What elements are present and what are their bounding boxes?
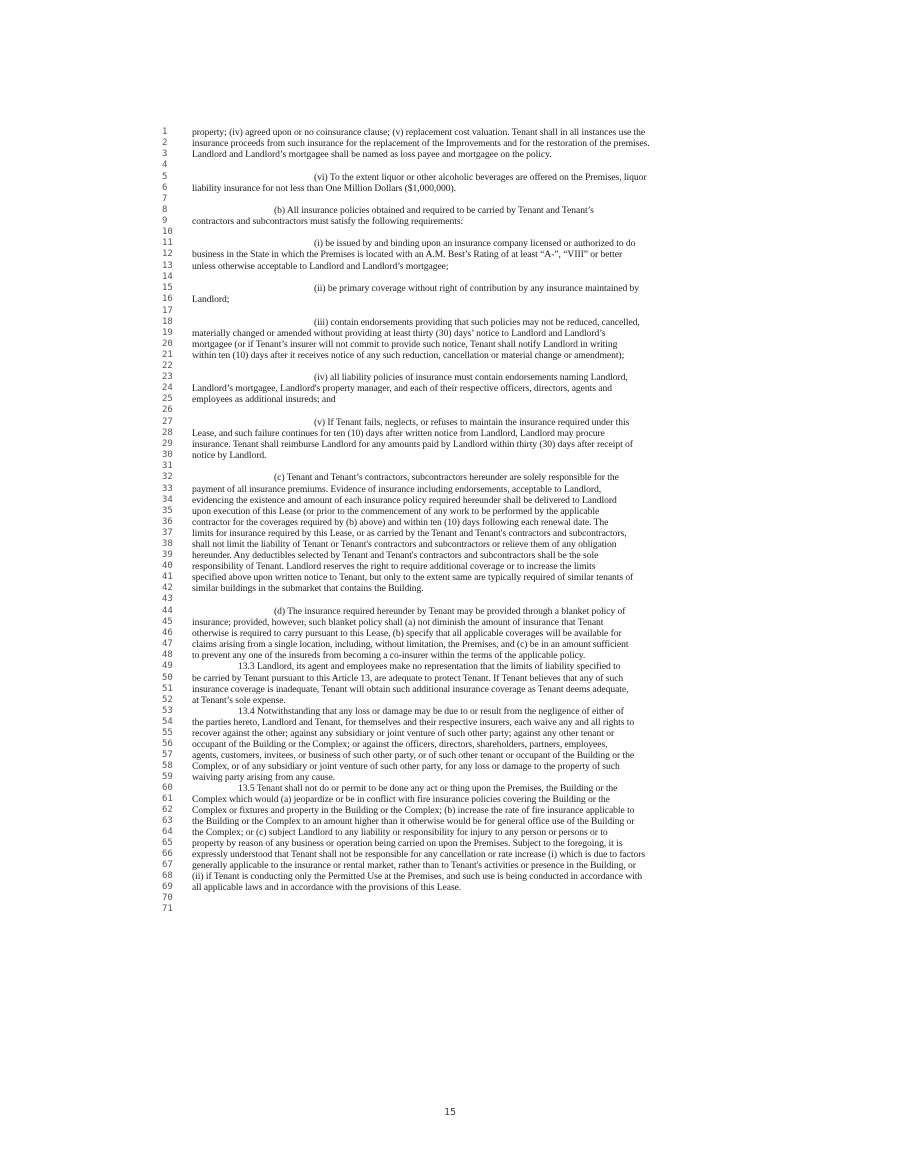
text-line: be carried by Tenant pursuant to this Article 13, are adequate to protect Tenant. If Tenant believes that any of such (192, 673, 624, 684)
text-line: insurance proceeds from such insurance for the replacement of the Improvements and for the restoration of the premises. (192, 138, 650, 149)
line-number: 15 (162, 283, 173, 293)
text-line: (ii) if Tenant is conducting only the Permitted Use at the Premises, and such use is being conducted in accordance with (192, 871, 643, 882)
line-number: 2 (162, 138, 168, 148)
text-line: liability insurance for not less than One Million Dollars ($1,000,000). (192, 183, 456, 194)
line-number: 10 (162, 227, 173, 237)
page-number: 15 (443, 1107, 457, 1118)
line-number: 14 (162, 272, 173, 282)
text-line: generally applicable to the insurance or rental market, rather than to Tenant's activities or presence in the Building, or (192, 860, 636, 871)
text-line: unless otherwise acceptable to Landlord and Landlord’s mortgagee; (192, 261, 449, 272)
line-number: 52 (162, 695, 173, 705)
text-line: (vi) To the extent liquor or other alcoholic beverages are offered on the Premises, liquor (314, 172, 647, 183)
line-number: 59 (162, 772, 173, 782)
text-line: (iii) contain endorsements providing that such policies may not be reduced, cancelled, (314, 317, 640, 328)
line-number: 21 (162, 350, 173, 360)
text-line: insurance coverage is inadequate, Tenant will obtain such additional insurance coverage as Tenant deems adequate, (192, 684, 629, 695)
line-number: 58 (162, 761, 173, 771)
line-number: 53 (162, 706, 173, 716)
line-number: 24 (162, 383, 173, 393)
line-number: 45 (162, 617, 173, 627)
line-number: 31 (162, 461, 173, 471)
text-line: claims arising from a single location, including, without limitation, the Premises, and (c) be in an amount sufficient (192, 639, 629, 650)
line-number: 54 (162, 717, 173, 727)
text-line: (ii) be primary coverage without right of contribution by any insurance maintained by (314, 283, 640, 294)
text-line: specified above upon written notice to Tenant, but only to the extent same are typically required of similar tenants of (192, 572, 634, 583)
text-line: property; (iv) agreed upon or no coinsurance clause; (v) replacement cost valuation. Tenant shall in all instances use the (192, 127, 646, 138)
text-line: (i) be issued by and binding upon an insurance company licensed or authorized to do (314, 238, 636, 249)
text-line: recover against the other; against any subsidiary or joint venture of such other party; against any other tenant or (192, 728, 615, 739)
line-number: 25 (162, 394, 173, 404)
line-number: 26 (162, 405, 173, 415)
text-line: within ten (10) days after it receives notice of any such reduction, cancellation or material change or amendment); (192, 350, 625, 361)
line-number: 36 (162, 517, 173, 527)
text-line: the Complex; or (c) subject Landlord to any liability or responsibility for injury to any person or persons or to (192, 827, 608, 838)
text-line: evidencing the existence and amount of each insurance policy required hereunder shall be delivered to Landlord (192, 495, 617, 506)
line-number: 69 (162, 882, 173, 892)
text-line: otherwise is required to carry pursuant to this Lease, (b) specify that all applicable coverages will be available for (192, 628, 622, 639)
line-number: 20 (162, 339, 173, 349)
text-line: payment of all insurance premiums. Evidence of insurance including endorsements, acceptable to Landlord, (192, 484, 602, 495)
line-number: 42 (162, 583, 173, 593)
line-number: 16 (162, 294, 173, 304)
line-number: 51 (162, 684, 173, 694)
text-line: (b) All insurance policies obtained and required to be carried by Tenant and Tenant’s (274, 205, 594, 216)
line-number: 71 (162, 904, 173, 914)
line-number: 4 (162, 160, 168, 170)
line-number: 8 (162, 205, 168, 215)
text-line: (iv) all liability policies of insurance must contain endorsements naming Landlord, (314, 372, 628, 383)
line-number: 29 (162, 439, 173, 449)
text-line: the parties hereto, Landlord and Tenant, for themselves and their respective insurers, each waive any and all rights to (192, 717, 635, 728)
line-number: 55 (162, 728, 173, 738)
line-number: 48 (162, 650, 173, 660)
text-line: 13.3 Landlord, its agent and employees make no representation that the limits of liability specified to (238, 661, 621, 672)
text-line: upon execution of this Lease (or prior to the commencement of any work to be performed by the applicable (192, 506, 600, 517)
text-line: (v) If Tenant fails, neglects, or refuses to maintain the insurance required under this (314, 417, 630, 428)
line-number: 67 (162, 860, 173, 870)
line-number: 65 (162, 838, 173, 848)
text-line: insurance. Tenant shall reimburse Landlord for any amounts paid by Landlord within thirty (30) days after receipt of (192, 439, 633, 450)
line-number: 61 (162, 794, 173, 804)
text-line: Lease, and such failure continues for ten (10) days after written notice from Landlord, Landlord may procure (192, 428, 605, 439)
text-line: Landlord and Landlord’s mortgagee shall be named as loss payee and mortgagee on the policy. (192, 149, 552, 160)
text-line: 13.5 Tenant shall not do or permit to be done any act or thing upon the Premises, the Building or the (238, 783, 618, 794)
text-line: Complex, or of any subsidiary or joint venture of such other party, for any loss or damage to the property of such (192, 761, 620, 772)
line-number: 38 (162, 539, 173, 549)
line-number: 49 (162, 661, 173, 671)
line-number: 11 (162, 238, 173, 248)
text-line: hereunder. Any deductibles selected by Tenant and Tenant's contractors and subcontractors shall be the sole (192, 550, 599, 561)
line-number: 17 (162, 306, 173, 316)
line-number: 66 (162, 849, 173, 859)
line-number: 22 (162, 361, 173, 371)
line-number: 9 (162, 216, 168, 226)
line-number: 63 (162, 816, 173, 826)
line-number: 28 (162, 428, 173, 438)
line-number: 34 (162, 495, 173, 505)
line-number: 12 (162, 249, 173, 259)
line-number: 60 (162, 783, 173, 793)
line-number: 46 (162, 628, 173, 638)
text-line: Landlord’s mortgagee, Landlord's property manager, and each of their respective officers, directors, agents and (192, 383, 612, 394)
line-number: 43 (162, 594, 173, 604)
text-line: limits for insurance required by this Lease, or as carried by the Tenant and Tenant's contractors and subcontractors, (192, 528, 627, 539)
line-number: 41 (162, 572, 173, 582)
text-line: (c) Tenant and Tenant’s contractors, subcontractors hereunder are solely responsible for the (274, 472, 619, 483)
line-number: 39 (162, 550, 173, 560)
text-line: responsibility of Tenant. Landlord reserves the right to require additional coverage or to increase the limits (192, 561, 596, 572)
text-line: Complex which would (a) jeopardize or be in conflict with fire insurance policies covering the Building or the (192, 794, 610, 805)
line-number: 1 (162, 127, 168, 137)
text-line: business in the State in which the Premises is located with an A.M. Best’s Rating of at least “A-”, “VIII” or better (192, 249, 623, 260)
line-number: 50 (162, 673, 173, 683)
text-line: at Tenant’s sole expense. (192, 695, 286, 706)
line-number: 27 (162, 417, 173, 427)
text-line: Landlord; (192, 294, 230, 305)
text-line: materially changed or amended without providing at least thirty (30) days’ notice to Landlord and Landlord’s (192, 328, 606, 339)
text-line: (d) The insurance required hereunder by Tenant may be provided through a blanket policy of (274, 606, 626, 617)
text-line: contractor for the coverages required by (b) above) and within ten (10) days following each renewal date. The (192, 517, 609, 528)
text-line: mortgagee (or if Tenant’s insurer will not commit to provide such notice, Tenant shall notify Landlord in writing (192, 339, 618, 350)
text-line: expressly understood that Tenant shall not be responsible for any cancellation or rate increase (i) which is due to factors (192, 849, 646, 860)
text-line: notice by Landlord. (192, 450, 267, 461)
text-line: property by reason of any business or operation being carried on upon the Premises. Subject to the foregoing, it is (192, 838, 623, 849)
line-number: 70 (162, 893, 173, 903)
line-number: 7 (162, 194, 168, 204)
line-number: 13 (162, 261, 173, 271)
line-number: 6 (162, 183, 168, 193)
text-line: contractors and subcontractors must satisfy the following requirements: (192, 216, 464, 227)
text-line: Complex or fixtures and property in the Building or the Complex; (b) increase the rate of fire insurance applicable to (192, 805, 635, 816)
text-line: agents, customers, invitees, or business of such other party, or of such other tenant or occupant of the Building or the (192, 750, 635, 761)
text-line: occupant of the Building or the Complex; or against the officers, directors, shareholders, partners, employees, (192, 739, 608, 750)
line-number: 62 (162, 805, 173, 815)
text-line: insurance; provided, however, such blanket policy shall (a) not diminish the amount of insurance that Tenant (192, 617, 604, 628)
line-number: 18 (162, 317, 173, 327)
line-number: 33 (162, 484, 173, 494)
text-line: all applicable laws and in accordance with the provisions of this Lease. (192, 882, 462, 893)
line-number: 44 (162, 606, 173, 616)
line-number: 19 (162, 328, 173, 338)
text-line: 13.4 Notwithstanding that any loss or damage may be due to or result from the negligence of either of (238, 706, 624, 717)
line-number: 5 (162, 172, 168, 182)
line-number: 47 (162, 639, 173, 649)
line-number: 35 (162, 506, 173, 516)
line-number: 40 (162, 561, 173, 571)
text-line: the Building or the Complex to an amount higher than it otherwise would be for general office use of the Building or (192, 816, 635, 827)
text-line: similar buildings in the submarket that contains the Building. (192, 583, 424, 594)
line-number: 32 (162, 472, 173, 482)
line-number: 56 (162, 739, 173, 749)
line-number: 30 (162, 450, 173, 460)
text-line: to prevent any one of the insureds from becoming a co-insurer within the terms of the applicable policy. (192, 650, 586, 661)
line-number: 64 (162, 827, 173, 837)
text-line: shall not limit the liability of Tenant or Tenant's contractors and subcontractors or relieve them of any obligation (192, 539, 617, 550)
line-number: 37 (162, 528, 173, 538)
line-number: 3 (162, 149, 168, 159)
text-line: waiving party arising from any cause. (192, 772, 336, 783)
line-number: 57 (162, 750, 173, 760)
line-number: 68 (162, 871, 173, 881)
line-number: 23 (162, 372, 173, 382)
text-line: employees as additional insureds; and (192, 394, 336, 405)
